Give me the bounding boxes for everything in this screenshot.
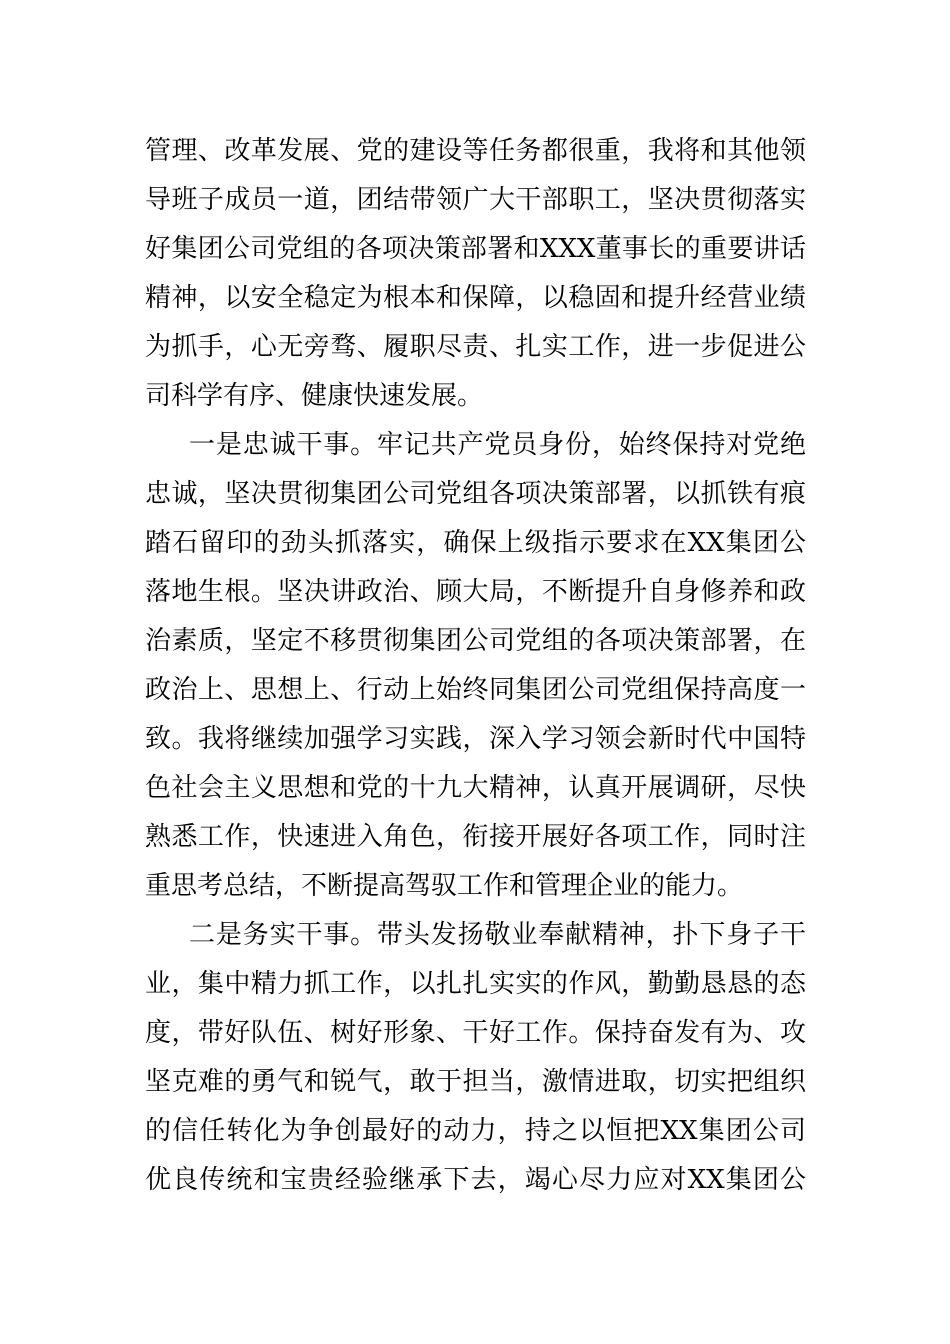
text-line: 忠诚，坚决贯彻集团公司党组各项决策部署，以抓铁有痕 <box>145 479 806 509</box>
text-line: 政治上、思想上、行动上始终同集团公司党组保持高度一 <box>145 675 806 705</box>
text-line: 的信任转化为争创最好的动力，持之以恒把XX集团公司 <box>145 1116 806 1146</box>
document-page <box>145 127 806 1205</box>
text-line: 落地生根。坚决讲政治、顾大局，不断提升自身修养和政 <box>145 577 806 607</box>
text-line: 导班子成员一道，团结带领广大干部职工，坚决贯彻落实 <box>145 185 806 215</box>
text-line: 精神，以安全稳定为根本和保障，以稳固和提升经营业绩 <box>145 283 806 313</box>
text-line: 司科学有序、健康快速发展。 <box>145 381 484 411</box>
paragraph-1 <box>145 127 806 421</box>
text-line: 重思考总结，不断提高驾驭工作和管理企业的能力。 <box>145 871 744 901</box>
text-line: 一是忠诚干事。牢记共产党员身份，始终保持对党绝 <box>189 430 806 460</box>
text-line: 坚克难的勇气和锐气，敢于担当，激情进取，切实把组织 <box>145 1067 806 1097</box>
text-line: 管理、改革发展、党的建设等任务都很重，我将和其他领 <box>145 136 806 166</box>
text-line: 二是务实干事。带头发扬敬业奉献精神，扑下身子干 <box>189 920 806 950</box>
paragraph-2 <box>145 421 806 911</box>
text-line: 踏石留印的劲头抓落实，确保上级指示要求在XX集团公 <box>145 528 806 558</box>
text-line: 致。我将继续加强学习实践，深入学习领会新时代中国特 <box>145 724 806 754</box>
paragraph-3 <box>145 911 806 1205</box>
text-line: 度，带好队伍、树好形象、干好工作。保持奋发有为、攻 <box>145 1018 806 1048</box>
text-line: 好集团公司党组的各项决策部署和XXX董事长的重要讲话 <box>145 234 806 264</box>
text-line: 治素质，坚定不移贯彻集团公司党组的各项决策部署，在 <box>145 626 806 656</box>
text-line: 色社会主义思想和党的十九大精神，认真开展调研，尽快 <box>145 773 806 803</box>
text-line: 熟悉工作，快速进入角色，衔接开展好各项工作，同时注 <box>145 822 806 852</box>
text-line: 为抓手，心无旁骛、履职尽责、扎实工作，进一步促进公 <box>145 332 806 362</box>
text-line: 业，集中精力抓工作，以扎扎实实的作风，勤勤恳恳的态 <box>145 969 806 999</box>
text-line: 优良传统和宝贵经验继承下去，竭心尽力应对XX集团公 <box>145 1165 806 1195</box>
